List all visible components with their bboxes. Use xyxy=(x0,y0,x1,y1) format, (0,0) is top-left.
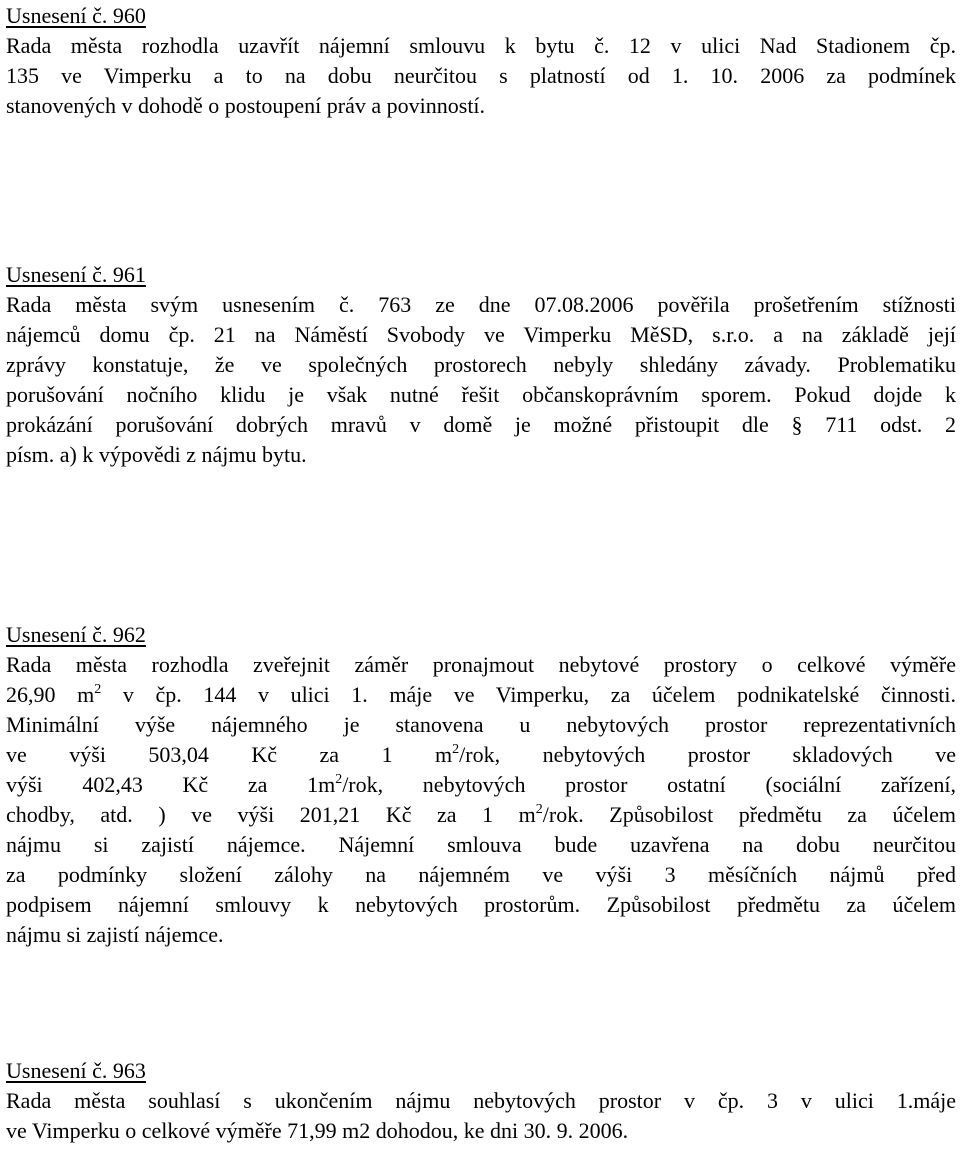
text-line: podpisem nájemní smlouvy k nebytových prostorům. Způsobilost předmětu za účelem xyxy=(6,892,956,917)
text-line: porušování nočního klidu je však nutné řešit občanskoprávním sporem. Pokud dojde k xyxy=(6,382,956,407)
superscript: 2 xyxy=(94,682,102,697)
resolution-heading: Usnesení č. 963 xyxy=(6,1058,146,1083)
resolution-960 xyxy=(6,1,956,121)
text-line: ve výši 503,04 Kč za 1 $m^2$/rok, nebytových prostor skladových ve xyxy=(6,742,957,767)
text-line: Rada města rozhodla uzavřít nájemní smlouvu k bytu č. 12 v ulici Nad Stadionem čp. xyxy=(6,33,956,58)
text-line: nájmu si zajistí nájemce. xyxy=(6,922,224,947)
text-line: chodby, atd. ) ve výši 201,21 Kč za 1 $m^2$/rok. Způsobilost předmětu za účelem xyxy=(6,802,956,827)
superscript: 2 xyxy=(335,772,343,787)
text-line: nájmu si zajistí nájemce. Nájemní smlouva bude uzavřena na dobu neurčitou xyxy=(6,832,956,857)
resolution-961 xyxy=(6,260,956,470)
resolution-962 xyxy=(6,620,956,950)
text-line: stanovených v dohodě o postoupení práv a povinností. xyxy=(6,93,486,118)
resolution-heading: Usnesení č. 961 xyxy=(6,262,146,287)
text-line: Rada města svým usnesením č. 763 ze dne 07.08.2006 pověřila prošetřením stížnosti xyxy=(6,292,956,317)
text-line: prokázání porušování dobrých mravů v domě je možné přistoupit dle § 711 odst. 2 xyxy=(6,412,956,437)
text-line: ve Vimperku o celkové výměře 71,99 m2 dohodou, ke dni 30. 9. 2006. xyxy=(6,1118,629,1143)
resolution-heading: Usnesení č. 962 xyxy=(6,622,146,647)
superscript: 2 xyxy=(535,802,543,817)
text-line: zprávy konstatuje, že ve společných prostorech nebyly shledány závady. Problematiku xyxy=(6,352,956,377)
text-line: 135 ve Vimperku a to na dobu neurčitou s platností od 1. 10. 2006 za podmínek xyxy=(6,63,956,88)
text-line: za podmínky složení zálohy na nájemném ve výši 3 měsíčních nájmů před xyxy=(6,862,956,887)
text-line: výši 402,43 Kč za $1m^2$/rok, nebytových prostor ostatní (sociální zařízení, xyxy=(6,772,957,797)
text-line: 26,90 $m^2$ v čp. 144 v ulici 1. máje ve Vimperku, za účelem podnikatelské činnosti. xyxy=(6,682,956,707)
resolution-963 xyxy=(6,1056,956,1146)
text-line: Minimální výše nájemného je stanovena u nebytových prostor reprezentativních xyxy=(6,712,956,737)
text-line: Rada města rozhodla zveřejnit záměr pronajmout nebytové prostory o celkové výměře xyxy=(6,652,956,677)
superscript: 2 xyxy=(452,742,460,757)
text-line: Rada města souhlasí s ukončením nájmu nebytových prostor v čp. 3 v ulici 1.máje xyxy=(6,1088,956,1113)
resolution-heading: Usnesení č. 960 xyxy=(6,3,146,28)
text-line: písm. a) k výpovědi z nájmu bytu. xyxy=(6,442,307,467)
text-line: nájemců domu čp. 21 na Náměstí Svobody ve Vimperku MěSD, s.r.o. a na základě její xyxy=(6,322,956,347)
